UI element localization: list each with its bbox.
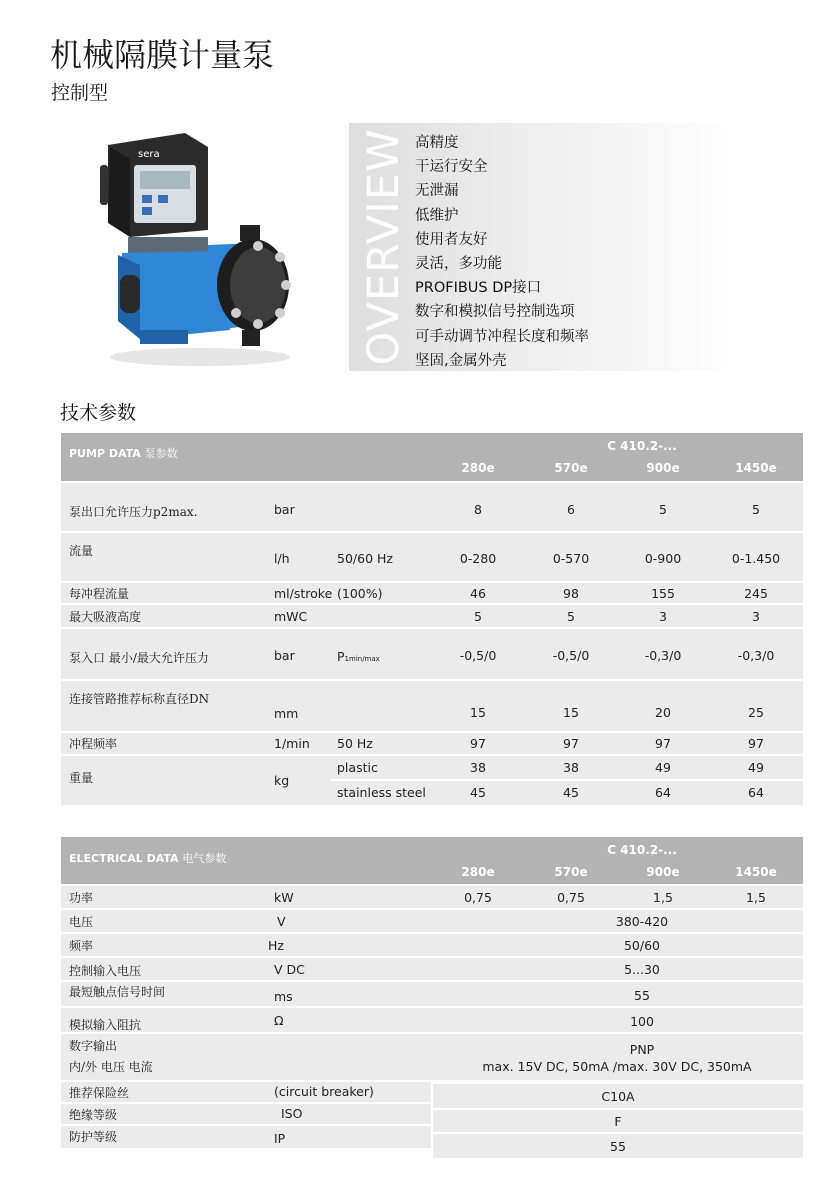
- row-value: 55: [634, 988, 650, 1003]
- row-label: 模拟输入阻抗: [69, 1018, 142, 1032]
- subrow-divider: [331, 779, 803, 781]
- row-unit: l/h: [274, 551, 290, 566]
- row-value: 25: [748, 705, 764, 720]
- table-row: [61, 583, 803, 603]
- table-row: [61, 934, 803, 956]
- row-value: 3: [752, 609, 760, 624]
- sera-logo: sera: [138, 149, 160, 160]
- pump-product-image: [90, 125, 310, 370]
- row-unit: bar: [274, 502, 295, 517]
- row-value: 3: [659, 609, 667, 624]
- feature-item: 灵活，多功能: [415, 256, 502, 273]
- table-row: [61, 1034, 803, 1080]
- row-unit: V DC: [274, 962, 305, 977]
- header-label-cn: 泵参数: [144, 447, 178, 460]
- row-unit: ISO: [281, 1106, 303, 1121]
- row-label: 推荐保险丝: [69, 1086, 130, 1100]
- column-header: 1450e: [735, 461, 777, 475]
- row-label: 泵入口 最小/最大允许压力: [69, 651, 209, 665]
- table-row: [61, 1126, 431, 1148]
- row-value: 5: [474, 609, 482, 624]
- row-condition: (100%): [337, 586, 383, 601]
- table-row: [61, 1104, 431, 1124]
- row-value: 97: [655, 736, 671, 751]
- row-unit: ml/stroke: [274, 586, 333, 601]
- row-condition: plastic: [337, 760, 378, 775]
- column-header: 570e: [554, 461, 588, 475]
- row-value: 0-570: [552, 551, 590, 566]
- feature-item: PROFIBUS DP接口: [415, 280, 542, 297]
- row-unit: Hz: [268, 938, 284, 953]
- row-value: -0,3/0: [644, 648, 682, 663]
- row-value: 8: [474, 502, 482, 517]
- table-row: [61, 756, 803, 805]
- row-unit: ms: [274, 989, 293, 1004]
- row-label: 绝缘等级: [69, 1108, 118, 1122]
- row-value: 380-420: [615, 914, 669, 929]
- column-header: 570e: [554, 865, 588, 879]
- row-value: 155: [651, 586, 675, 601]
- row-value: max. 15V DC, 50mA /max. 30V DC, 350mA: [482, 1059, 752, 1074]
- row-label: 防护等级: [69, 1130, 118, 1144]
- row-unit: 1/min: [274, 736, 310, 751]
- model-name: C 410.2-...: [607, 439, 677, 453]
- table-row: [61, 886, 803, 908]
- row-value: 97: [470, 736, 486, 751]
- row-condition: [337, 649, 380, 664]
- row-unit: mWC: [274, 609, 308, 624]
- table-header-label: [69, 445, 178, 461]
- row-unit: kg: [274, 773, 290, 788]
- row-value: 64: [748, 785, 764, 800]
- row-value: 0-1.450: [731, 551, 781, 566]
- row-value: F: [614, 1114, 622, 1129]
- model-name: C 410.2-...: [607, 843, 677, 857]
- row-unit: mm: [274, 706, 299, 721]
- row-label: 最短触点信号时间: [69, 985, 166, 999]
- row-value: 5: [567, 609, 575, 624]
- column-header: 280e: [461, 865, 495, 879]
- row-label: 重量: [69, 771, 94, 785]
- row-label: 连接管路推荐标称直径DN: [69, 692, 210, 706]
- row-value: 55: [610, 1139, 626, 1154]
- row-value: 1,5: [746, 890, 766, 905]
- column-header: 1450e: [735, 865, 777, 879]
- feature-item: 使用者友好: [415, 231, 488, 248]
- row-label: 控制输入电压: [69, 964, 142, 978]
- row-value: 245: [744, 586, 768, 601]
- row-value: 5: [659, 502, 667, 517]
- row-value: 49: [655, 760, 671, 775]
- header-label-cn: 电气参数: [182, 852, 227, 865]
- column-header: 900e: [646, 461, 680, 475]
- table-header: [61, 433, 803, 481]
- column-header: 280e: [461, 461, 495, 475]
- overview-vertical-word: OVERVIEW: [359, 128, 409, 366]
- row-value: 98: [563, 586, 579, 601]
- row-value: 0-900: [644, 551, 682, 566]
- row-value: 38: [563, 760, 579, 775]
- row-unit: kW: [274, 890, 294, 905]
- row-value: 97: [748, 736, 764, 751]
- row-label: 内/外 电压 电流: [69, 1060, 153, 1074]
- row-label: 流量: [69, 544, 94, 558]
- feature-list: [415, 131, 589, 373]
- table-row: [61, 958, 803, 980]
- row-value: 38: [470, 760, 486, 775]
- pump-data-table: [61, 433, 803, 805]
- electrical-data-table: [61, 837, 803, 1161]
- column-header: 900e: [646, 865, 680, 879]
- row-label: 功率: [69, 891, 94, 905]
- row-label: 每冲程流量: [69, 587, 130, 601]
- row-value: 100: [630, 1014, 654, 1029]
- table-row: [61, 982, 803, 1006]
- row-value: 6: [567, 502, 575, 517]
- table-row: [61, 483, 803, 531]
- row-value: 97: [563, 736, 579, 751]
- feature-item: 干运行安全: [415, 159, 488, 176]
- row-value: PNP: [629, 1042, 655, 1057]
- row-label: 频率: [69, 939, 94, 953]
- table-row: [61, 629, 803, 679]
- table-row: [61, 605, 803, 627]
- row-value: -0,5/0: [459, 648, 497, 663]
- row-value: 5...30: [624, 962, 660, 977]
- row-label: 电压: [69, 915, 94, 929]
- feature-item: 数字和模拟信号控制选项: [415, 304, 575, 321]
- row-value: 0,75: [464, 890, 492, 905]
- row-value: 1,5: [653, 890, 673, 905]
- row-value: 5: [752, 502, 760, 517]
- table-row: [61, 910, 803, 932]
- page-subtitle: 控制型: [51, 82, 109, 104]
- row-unit: IP: [274, 1131, 286, 1146]
- row-value: 46: [470, 586, 486, 601]
- row-value: 0,75: [557, 890, 585, 905]
- table-block: [61, 1082, 803, 1161]
- page-title: 机械隔膜计量泵: [50, 36, 275, 74]
- feature-item: 坚固,金属外壳: [415, 352, 507, 369]
- row-value: 20: [655, 705, 671, 720]
- row-condition: 50 Hz: [337, 736, 373, 751]
- feature-item: 无泄漏: [415, 183, 459, 200]
- feature-item: 高精度: [415, 135, 459, 151]
- row-value: 45: [470, 785, 486, 800]
- feature-item: 可手动调节冲程长度和频率: [415, 328, 589, 345]
- header-label-en: PUMP DATA: [69, 447, 141, 460]
- row-value: -0,5/0: [552, 648, 590, 663]
- table-cell: [433, 1110, 803, 1132]
- section-title: 技术参数: [60, 402, 137, 424]
- row-value: -0,3/0: [737, 648, 775, 663]
- row-value: 50/60: [623, 938, 661, 953]
- condition-main: P: [337, 649, 345, 664]
- table-row: [61, 533, 803, 581]
- table-row: [61, 1008, 803, 1032]
- row-value: 15: [563, 705, 579, 720]
- table-row: [61, 681, 803, 731]
- table-cell: [433, 1134, 803, 1158]
- row-value: 45: [563, 785, 579, 800]
- row-value: 49: [748, 760, 764, 775]
- row-label: 泵出口允许压力p2max.: [69, 505, 198, 519]
- table-cell: [433, 1084, 803, 1108]
- row-unit: V: [277, 914, 286, 929]
- row-value: C10A: [601, 1089, 635, 1104]
- row-unit: (circuit breaker): [274, 1084, 374, 1099]
- row-value: 64: [655, 785, 671, 800]
- condition-subscript: 1min/max: [344, 655, 380, 663]
- row-value: 15: [470, 705, 486, 720]
- row-condition: stainless steel: [337, 785, 426, 800]
- row-condition: 50/60 Hz: [337, 551, 393, 566]
- row-unit: bar: [274, 648, 295, 663]
- overview-panel: [349, 123, 745, 371]
- table-header: [61, 837, 803, 884]
- row-label: 最大吸液高度: [69, 610, 142, 624]
- table-row: [61, 733, 803, 754]
- table-header-label: [69, 850, 226, 866]
- table-row: [61, 1082, 431, 1102]
- header-label-en: ELECTRICAL DATA: [69, 852, 179, 865]
- row-label: 数字输出: [69, 1039, 118, 1053]
- row-label: 冲程频率: [69, 737, 118, 751]
- row-unit: Ω: [274, 1013, 284, 1028]
- feature-item: 低维护: [415, 207, 459, 224]
- row-value: 0-280: [459, 551, 497, 566]
